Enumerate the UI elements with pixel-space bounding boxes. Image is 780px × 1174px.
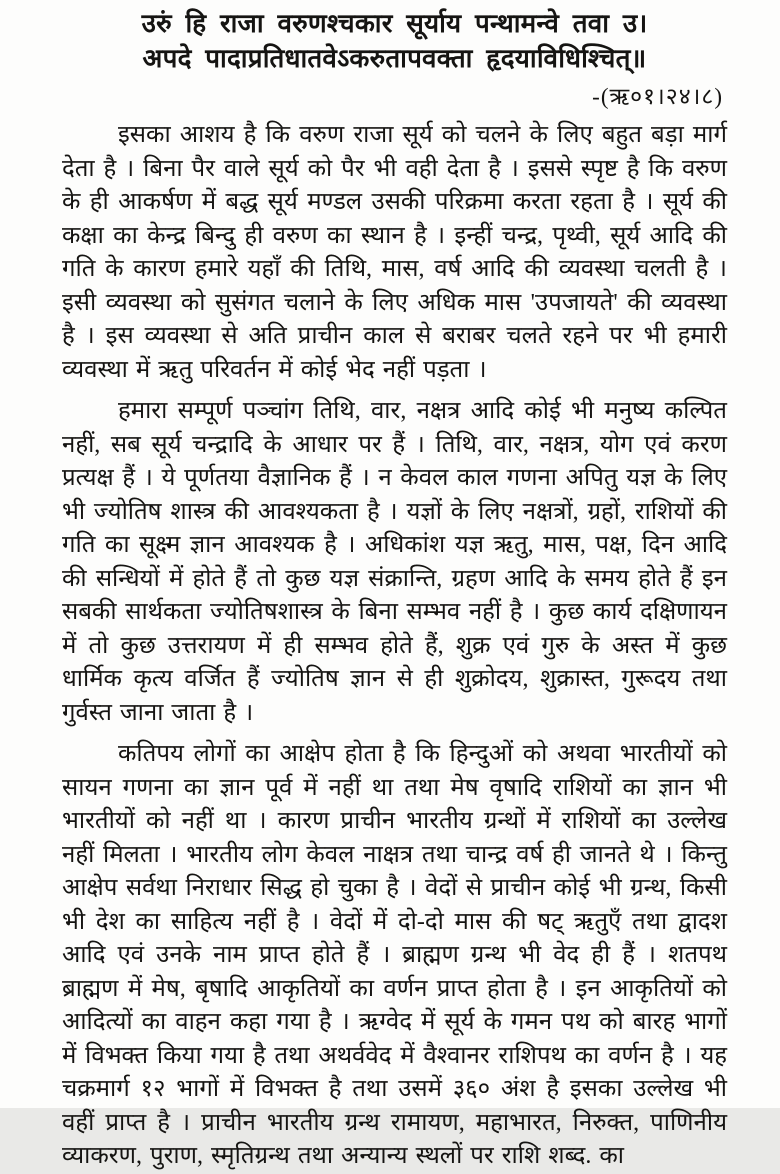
verse-citation: -(ऋ०१।२४।८) <box>592 84 723 109</box>
body-text <box>62 119 727 1174</box>
shloka-line-1: उरुं हि राजा वरुणश्चकार सूर्याय पन्थामन्वे तवा उ। <box>141 9 648 38</box>
paragraph-2: हमारा सम्पूर्ण पञ्चांग तिथि, वार, नक्षत्र आदि कोई भी मनुष्य कल्पित नहीं, सब सूर्य चन्द्रादि के आधार पर हैं । तिथि, वार, नक्षत्र, योग एवं करण प्रत्यक्ष हैं । ये पूर्णतया वैज्ञानिक हैं । न केवल काल गणना अपितु यज्ञ के लिए भी ज्योतिष शास्त्र की आवश्यकता है । यज्ञों के लिए नक्षत्रों, ग्रहों, राशियों की गति का सूक्ष्म ज्ञान आवश्यक है । अधिकांश यज्ञ ऋतु, मास, पक्ष, दिन आदि की सन्धियों में होते हैं तो कुछ यज्ञ संक्रान्ति, ग्रहण आदि के समय होते हैं इन सबकी सार्थकता ज्योतिषशास्त्र के बिना सम्भव नहीं है । कुछ कार्य दक्षिणायन में तो कुछ उत्तरायण में ही सम्भव होते हैं, शुक्र एवं गुरु के अस्त में कुछ धार्मिक कृत्य वर्जित हैं ज्योतिष ज्ञान से ही शुक्रोदय, शुक्रास्त, गुरूदय तथा गुर्वस्त जाना जाता है । <box>62 398 727 726</box>
shloka-header <box>62 6 727 76</box>
paragraph-3: कतिपय लोगों का आक्षेप होता है कि हिन्दुओं को अथवा भारतीयों को सायन गणना का ज्ञान पूर्व में नहीं था तथा मेष वृषादि राशियों का ज्ञान भी भारतीयों को नहीं था । कारण प्राचीन भारतीय ग्रन्थों में राशियों का उल्लेख नहीं मिलता । भारतीय लोग केवल नाक्षत्र तथा चान्द्र वर्ष ही जानते थे । किन्तु आक्षेप सर्वथा निराधार सिद्ध हो चुका है । वेदों से प्राचीन कोई भी ग्रन्थ, किसी भी देश का साहित्य नहीं है । वेदों में दो-दो मास की षट् ऋतुएँ तथा द्वादश आदि एवं उनके नाम प्राप्त होते हैं । ब्राह्मण ग्रन्थ भी वेद ही हैं । शतपथ ब्राह्मण में मेष, बृषादि आकृतियों का वर्णन प्राप्त होता है । इन आकृतियों को आदित्यों का वाहन कहा गया है । ऋग्वेद में सूर्य के गमन पथ को बारह भागों में विभक्त किया गया है तथा अथर्ववेद में वैश्वानर राशिपथ का वर्णन है । यह चक्रमार्ग १२ भागों में विभक्त है तथा उसमें ३६० अंश है इसका उल्लेख भी वहीं प्राप्त है । प्राचीन भारतीय ग्रन्थ रामायण, महाभारत, निरुक्त, पाणिनीय व्याकरण, पुराण, स्मृतिग्रन्थ तथा अन्यान्य स्थलों पर राशि शब्द. का <box>62 741 727 1169</box>
paragraph-1: इसका आशय है कि वरुण राजा सूर्य को चलने के लिए बहुत बड़ा मार्ग देता है । बिना पैर वाले सूर्य को पैर भी वही देता है । इससे स्पृष्ट है कि वरुण के ही आकर्षण में बद्ध सूर्य मण्डल उसकी परिक्रमा करता रहता है । सूर्य की कक्षा का केन्द्र बिन्दु ही वरुण का स्थान है । इन्हीं चन्द्र, पृथ्वी, सूर्य आदि की गति के कारण हमारे यहाँ की तिथि, मास, वर्ष आदि की व्यवस्था चलती है । इसी व्यवस्था को सुसंगत चलाने के लिए अधिक मास 'उपजायते' की व्यवस्था है । इस व्यवस्था से अति प्राचीन काल से बराबर चलते रहने पर भी हमारी व्यवस्था में ऋतु परिवर्तन में कोई भेद नहीं पड़ता । <box>62 122 727 383</box>
shloka-line-2: अपदे पादाप्रतिधातवेऽकरुतापवक्ता हृदयाविधिश्चित्॥ <box>142 44 647 73</box>
